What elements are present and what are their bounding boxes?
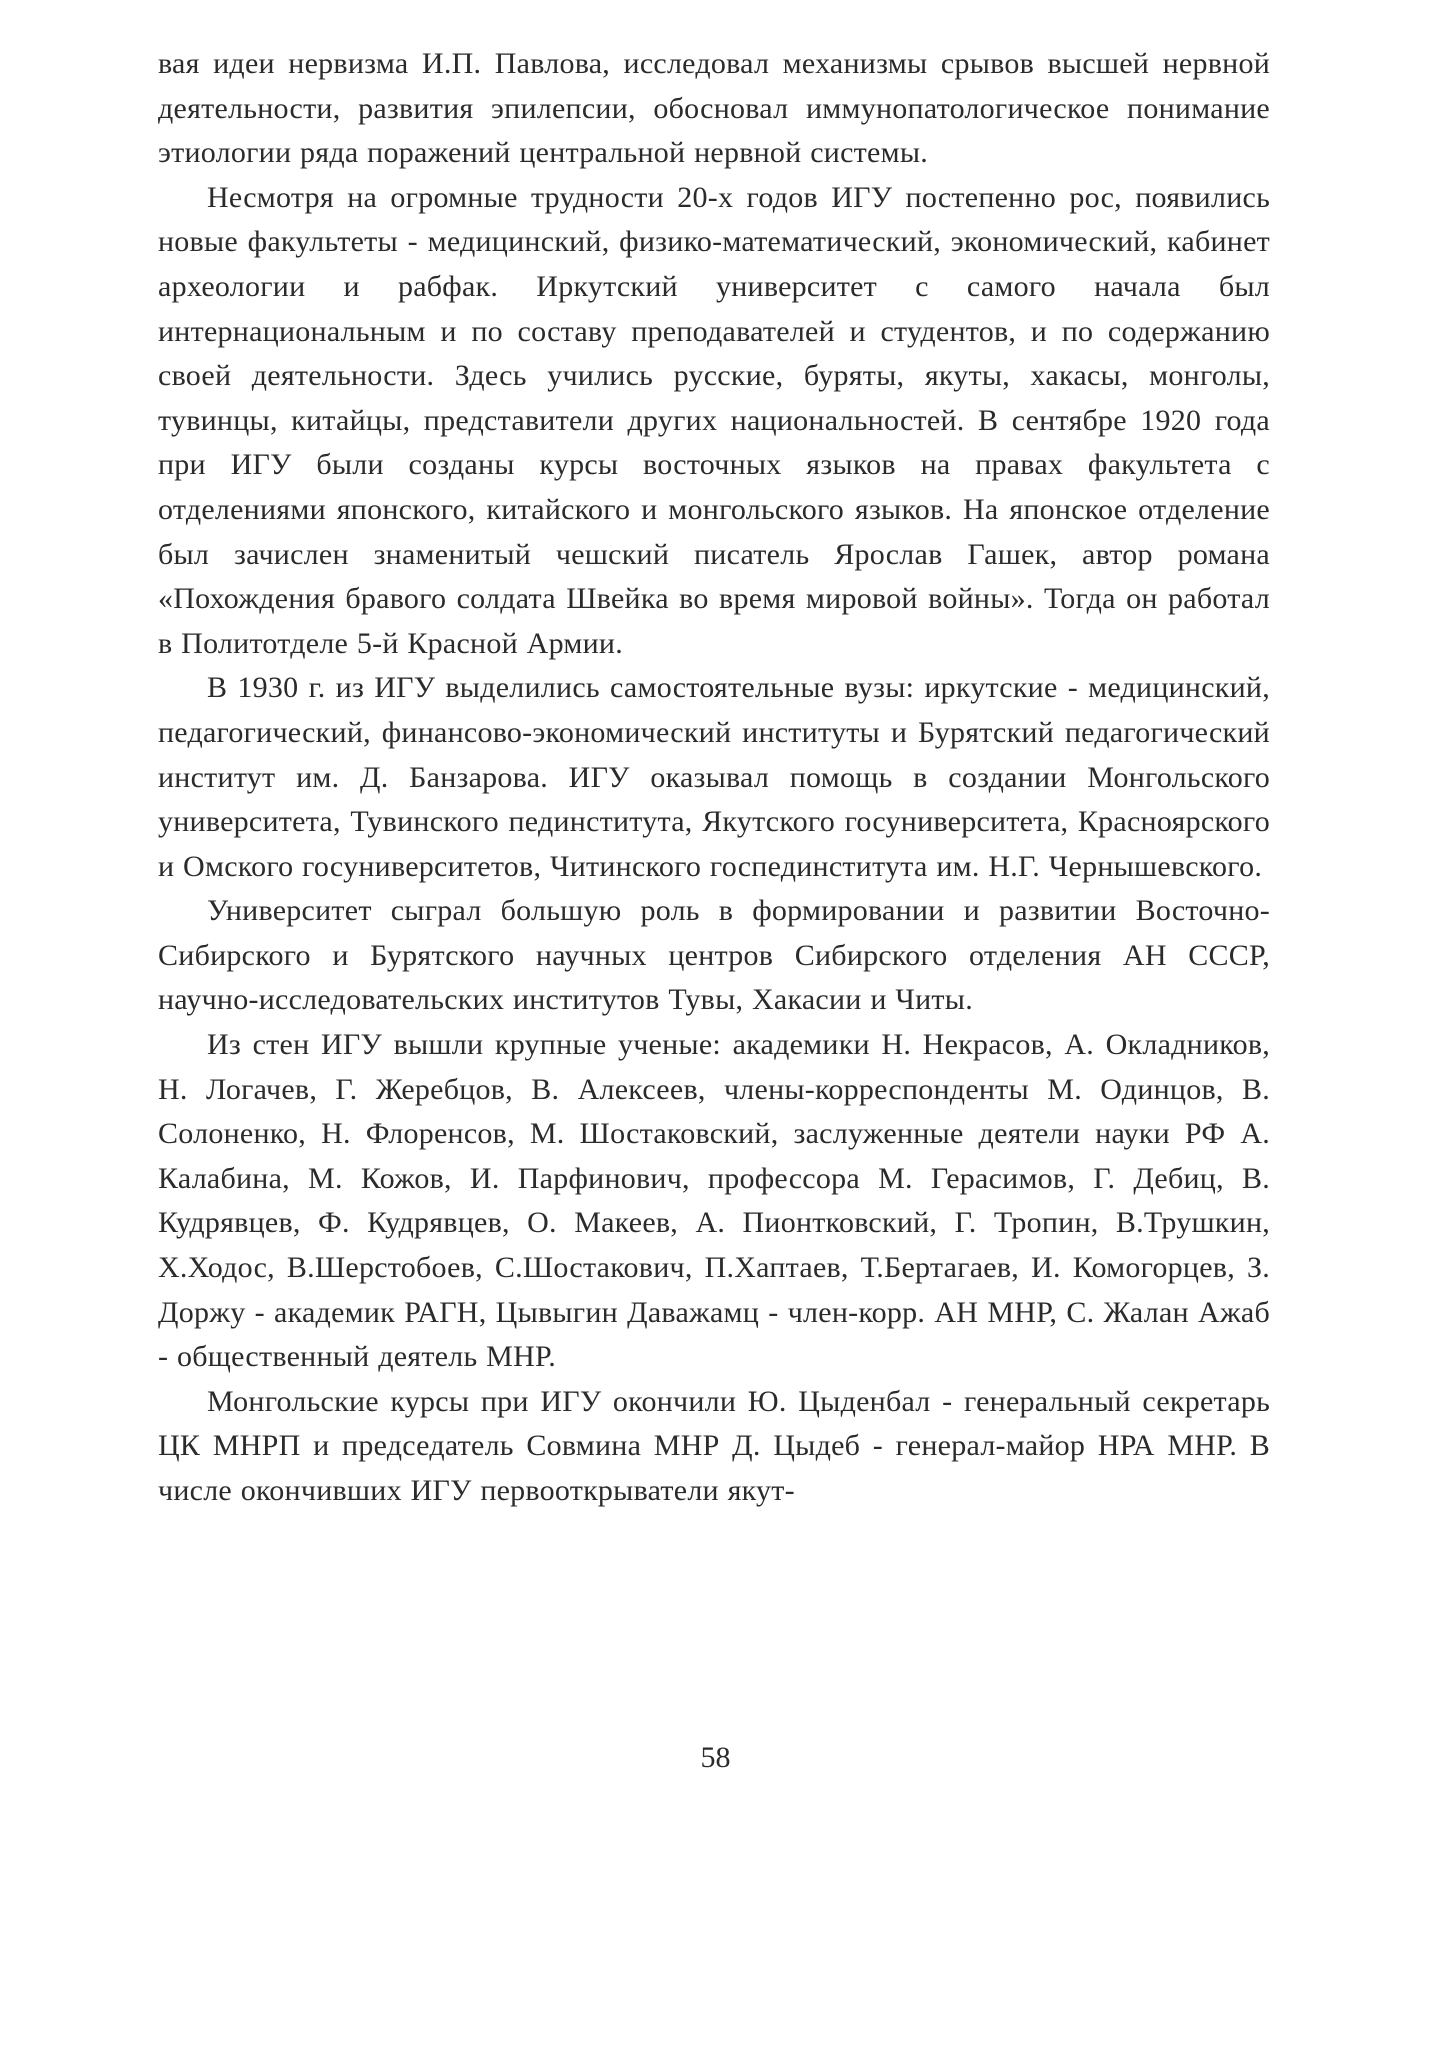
page-body: [158, 42, 1270, 1514]
page-number: 58: [700, 1741, 731, 1774]
paragraph-1: вая идеи нервизма И.П. Павлова, исследовал механизмы срывов высшей нервной деятельности, развития эпилепсии, обосновал иммунопатологическое понимание этиологии ряда поражений центральной нервной системы.: [158, 47, 1270, 170]
paragraph-3: В 1930 г. из ИГУ выделились самостоятельные вузы: иркутские - медицинский, педагогический, финансово-экономический институты и Бурятский педагогический институт им. Д. Банзарова. ИГУ оказывал помощь в создании Монгольского университета, Тувинского пединститута, Якутского госуниверситета, Красноярского и Омского госуниверситетов, Читинского госпединститута им. Н.Г. Чернышевского.: [158, 671, 1270, 883]
paragraph-4: Университет сыграл большую роль в формировании и развитии Восточно-Сибирского и Бурятского научных центров Сибирского отделения АН СССР, научно-исследовательских институтов Тувы, Хакасии и Читы.: [158, 894, 1270, 1017]
paragraph-5: Из стен ИГУ вышли крупные ученые: академики Н. Некрасов, А. Окладников, Н. Логачев, Г. Жеребцов, В. Алексеев, члены-корреспонденты М. Одинцов, В. Солоненко, Н. Флоренсов, М. Шостаковский, заслуженные деятели науки РФ А. Калабина, М. Кожов, И. Парфинович, профессора М. Герасимов, Г. Дебиц, В. Кудрявцев, Ф. Кудрявцев, О. Макеев, А. Пионтковский, Г. Тропин, В.Трушкин, Х.Ходос, В.Шерстобоев, С.Шостакович, П.Хаптаев, Т.Бертагаев, И. Комогорцев, З. Доржу - академик РАГН, Цывыгин Даважамц - член-корр. АН МНР, С. Жалан Ажаб - общественный деятель МНР.: [158, 1028, 1270, 1374]
paragraph-6: Монгольские курсы при ИГУ окончили Ю. Цыденбал - генеральный секретарь ЦК МНРП и председатель Совмина МНР Д. Цыдеб - генерал-майор НРА МНР. В числе окончивших ИГУ первооткрыватели якут-: [158, 1384, 1270, 1507]
paragraph-2: Несмотря на огромные трудности 20-х годов ИГУ постепенно рос, появились новые факультеты - медицинский, физико-математический, экономический, кабинет археологии и рабфак. Иркутский университет с самого начала был интернациональным и по составу преподавателей и студентов, и по содержанию своей деятельности. Здесь учились русские, буряты, якуты, хакасы, монголы, тувинцы, китайцы, представители других национальностей. В сентябре 1920 года при ИГУ были созданы курсы восточных языков на правах факультета с отделениями японского, китайского и монгольского языков. На японское отделение был зачислен знаменитый чешский писатель Ярослав Гашек, автор романа «Похождения бравого солдата Швейка во время мировой войны». Тогда он работал в Политотделе 5-й Красной Армии.: [158, 180, 1270, 660]
